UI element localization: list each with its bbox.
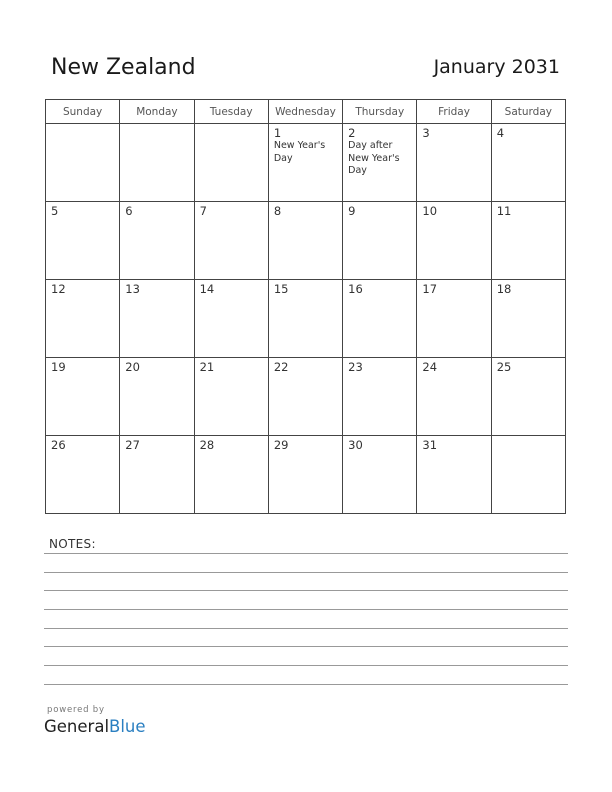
day-number: 8 bbox=[273, 204, 282, 218]
day-number: 7 bbox=[199, 204, 207, 218]
day-cell-content bbox=[195, 280, 268, 296]
day-cell bbox=[417, 202, 491, 280]
day-cell bbox=[120, 280, 194, 358]
day-cell-content bbox=[120, 124, 193, 126]
notes-label: NOTES: bbox=[49, 537, 96, 551]
day-cell-content bbox=[195, 202, 268, 218]
day-cell bbox=[491, 202, 565, 280]
day-cell-content bbox=[195, 124, 268, 126]
day-number: 29 bbox=[273, 438, 289, 452]
day-cell-content bbox=[269, 280, 342, 296]
day-cell bbox=[417, 280, 491, 358]
day-cell bbox=[343, 436, 417, 514]
weekday-saturday: Saturday bbox=[491, 100, 565, 124]
day-cell-content bbox=[343, 202, 416, 218]
logo-blue-text: Blue bbox=[109, 717, 146, 736]
week-row bbox=[46, 202, 566, 280]
day-cell-content bbox=[417, 202, 490, 218]
day-cell bbox=[417, 124, 491, 202]
day-cell-content bbox=[46, 202, 119, 218]
day-cell bbox=[46, 436, 120, 514]
day-number: 27 bbox=[125, 438, 140, 452]
day-cell-content bbox=[120, 358, 193, 374]
weekday-thursday: Thursday bbox=[343, 100, 417, 124]
day-cell-content bbox=[417, 358, 490, 374]
day-cell bbox=[343, 280, 417, 358]
day-number: 10 bbox=[422, 204, 438, 218]
powered-by-text: powered by bbox=[47, 705, 105, 715]
day-number: 1 bbox=[273, 126, 282, 140]
week-row bbox=[46, 280, 566, 358]
day-number: 31 bbox=[422, 438, 438, 452]
day-cell bbox=[491, 280, 565, 358]
notes-line bbox=[44, 665, 568, 666]
day-cell bbox=[268, 436, 342, 514]
day-number: 21 bbox=[199, 360, 215, 374]
notes-line bbox=[44, 572, 568, 573]
day-cell bbox=[46, 280, 120, 358]
day-cell bbox=[194, 436, 268, 514]
day-cell bbox=[46, 358, 120, 436]
logo-general-text: General bbox=[44, 717, 110, 736]
day-cell-content bbox=[269, 124, 342, 165]
holiday-label: New Year's bbox=[348, 152, 400, 164]
day-cell bbox=[268, 202, 342, 280]
day-cell bbox=[491, 124, 565, 202]
day-cell bbox=[120, 436, 194, 514]
day-number: 24 bbox=[422, 360, 438, 374]
day-cell bbox=[343, 358, 417, 436]
day-cell-content bbox=[46, 436, 119, 452]
notes-line bbox=[44, 609, 568, 610]
day-cell bbox=[268, 280, 342, 358]
calendar-grid bbox=[45, 99, 566, 514]
day-cell-content bbox=[417, 280, 490, 296]
day-cell-content bbox=[269, 358, 342, 374]
day-cell bbox=[120, 202, 194, 280]
day-cell-content bbox=[120, 202, 193, 218]
day-number: 22 bbox=[273, 360, 289, 374]
day-number: 16 bbox=[348, 282, 363, 296]
day-cell-content bbox=[343, 358, 416, 374]
notes-line bbox=[44, 628, 568, 629]
day-cell-content bbox=[195, 358, 268, 374]
day-number: 23 bbox=[348, 360, 363, 374]
day-cell bbox=[46, 202, 120, 280]
day-cell-content bbox=[195, 436, 268, 452]
day-cell-content bbox=[343, 280, 416, 296]
weekday-friday: Friday bbox=[417, 100, 491, 124]
day-cell-content bbox=[417, 436, 490, 452]
holiday-label: Day bbox=[348, 165, 367, 176]
day-number: 2 bbox=[348, 126, 356, 140]
day-number: 20 bbox=[125, 360, 140, 374]
day-number: 28 bbox=[199, 438, 215, 452]
day-cell-content bbox=[46, 124, 119, 126]
holiday-label: Day after bbox=[348, 140, 393, 151]
day-number: 13 bbox=[125, 282, 140, 296]
day-cell-content bbox=[417, 124, 490, 140]
day-cell bbox=[417, 358, 491, 436]
empty-day-cell bbox=[46, 124, 120, 202]
day-number: 6 bbox=[125, 204, 133, 218]
day-cell-content bbox=[492, 436, 565, 438]
day-cell-content bbox=[120, 436, 193, 452]
holiday-label: New Year's bbox=[273, 140, 326, 151]
holiday-label: Day bbox=[273, 152, 293, 164]
day-number: 30 bbox=[348, 438, 363, 452]
day-number: 5 bbox=[51, 204, 59, 218]
day-cell bbox=[194, 202, 268, 280]
weekday-tuesday: Tuesday bbox=[194, 100, 268, 124]
day-cell-content bbox=[492, 202, 565, 218]
day-cell-content bbox=[46, 280, 119, 296]
month-title: January 2031 bbox=[433, 56, 560, 78]
day-number: 25 bbox=[496, 360, 512, 374]
day-cell bbox=[268, 124, 342, 202]
day-cell-content bbox=[492, 358, 565, 374]
empty-day-cell bbox=[194, 124, 268, 202]
weekday-header-row bbox=[46, 100, 566, 124]
notes-line bbox=[44, 553, 568, 554]
day-number: 19 bbox=[51, 360, 66, 374]
day-cell-content bbox=[343, 124, 416, 178]
notes-line bbox=[44, 646, 568, 647]
day-number: 4 bbox=[496, 126, 505, 140]
day-cell bbox=[343, 202, 417, 280]
weekday-wednesday: Wednesday bbox=[268, 100, 342, 124]
day-cell bbox=[194, 358, 268, 436]
empty-day-cell bbox=[491, 436, 565, 514]
day-cell-content bbox=[269, 202, 342, 218]
week-row bbox=[46, 358, 566, 436]
day-cell bbox=[491, 358, 565, 436]
day-cell bbox=[120, 358, 194, 436]
day-cell-content bbox=[492, 124, 565, 140]
day-cell bbox=[417, 436, 491, 514]
day-number: 26 bbox=[51, 438, 66, 452]
week-row bbox=[46, 436, 566, 514]
weekday-monday: Monday bbox=[120, 100, 194, 124]
day-cell-content bbox=[120, 280, 193, 296]
country-title: New Zealand bbox=[51, 55, 196, 80]
empty-day-cell bbox=[120, 124, 194, 202]
day-number: 3 bbox=[422, 126, 430, 140]
day-cell bbox=[268, 358, 342, 436]
day-cell-content bbox=[492, 280, 565, 296]
week-row bbox=[46, 124, 566, 202]
day-number: 18 bbox=[496, 282, 512, 296]
day-number: 11 bbox=[496, 204, 512, 218]
day-number: 14 bbox=[199, 282, 215, 296]
day-cell bbox=[194, 280, 268, 358]
notes-line bbox=[44, 590, 568, 591]
day-cell-content bbox=[46, 358, 119, 374]
day-number: 9 bbox=[348, 204, 356, 218]
day-cell bbox=[343, 124, 417, 202]
day-cell-content bbox=[343, 436, 416, 452]
weekday-sunday: Sunday bbox=[46, 100, 120, 124]
day-number: 12 bbox=[51, 282, 66, 296]
day-cell-content bbox=[269, 436, 342, 452]
generalblue-logo bbox=[44, 717, 146, 736]
day-number: 17 bbox=[422, 282, 438, 296]
notes-line bbox=[44, 684, 568, 685]
day-number: 15 bbox=[273, 282, 289, 296]
